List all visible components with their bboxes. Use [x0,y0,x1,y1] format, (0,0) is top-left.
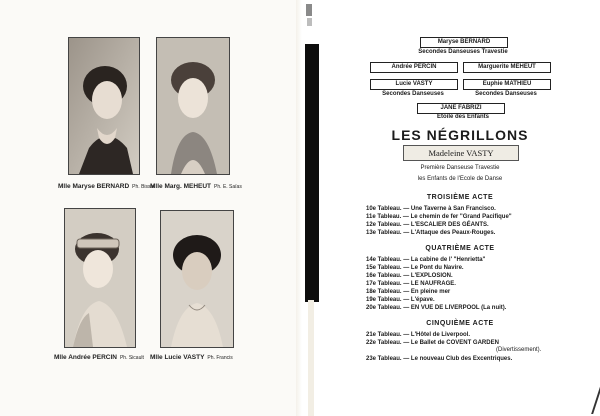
caption-name: Mlle Andrée PERCIN [54,354,117,361]
act-heading-4: QUATRIÈME ACTE [425,245,495,252]
scene-item: 18e Tableau. — En pleine mer [366,289,451,295]
act-heading-3: TROISIÈME ACTE [426,194,494,201]
cast-box-3a: Lucie VASTY [370,79,458,90]
portrait-4-image [161,211,233,347]
cast-box-2b: Marguerite MEHEUT [463,62,551,73]
scene-item: 10e Tableau. — Une Taverne à San Francisco. [366,206,496,212]
portrait-photo-1 [68,37,140,175]
cast-box-2a: Andrée PERCIN [370,62,458,73]
scene-item: 22e Tableau. — Le Ballet de COVENT GARDEN [366,340,499,346]
lead-subtitle: les Enfants de l'Ecole de Danse [417,176,503,182]
scene-item: 16e Tableau. — L'EXPLOSION. [366,273,453,279]
cast-box-3b: Euphie MATHIEU [463,79,551,90]
role-label-3b: Secondes Danseuses [475,91,537,97]
scene-item: 12e Tableau. — L'ESCALIER DES GÉANTS. [366,222,489,228]
right-page [300,0,600,416]
scene-item: 14e Tableau. — La cabine de l' "Henrietta" [366,257,486,263]
ballet-title: LES NÉGRILLONS [391,127,529,143]
caption-name: Mlle Lucie VASTY [150,354,205,361]
act-heading-5: CINQUIÈME ACTE [426,320,494,327]
caption-photo-3 [54,354,144,361]
caption-photo-2 [150,183,242,190]
caption-credit: Ph. Francis [207,355,233,361]
caption-photo-1 [58,183,154,190]
scene-item: 20e Tableau. — EN VUE DE LIVERPOOL (La nuit). [366,305,507,311]
portrait-photo-2 [156,37,230,175]
role-label-3a: Secondes Danseuses [382,91,444,97]
caption-name: Mlle Marg. MEHEUT [150,183,212,190]
scene-item: 23e Tableau. — Le nouveau Club des Excentriques. [366,356,513,362]
lead-role: Première Danseuse Travestie [420,165,500,171]
caption-credit: Ph. E. Saïas [214,184,242,190]
scene-item: 17e Tableau. — LE NAUFRAGE. [366,281,456,287]
portrait-photo-4 [160,210,234,348]
lead-name-box: Madeleine VASTY [403,145,519,161]
caption-credit: Ph. Sicault [119,355,144,361]
scene-item: 11e Tableau. — Le chemin de fer "Grand Pacifique" [366,214,512,220]
cast-box-1: Maryse BERNARD [420,37,508,48]
portrait-3-image [65,209,135,347]
cast-box-4: JANE FABRIZI [417,103,505,114]
portrait-photo-3 [64,208,136,348]
scene-item: 13e Tableau. — L'Attaque des Peaux-Rouges. [366,230,496,236]
portrait-1-image [69,38,139,174]
scene-item: 21e Tableau. — L'Hôtel de Liverpool. [366,332,471,338]
caption-name: Mlle Maryse BERNARD [58,183,130,190]
caption-credit: Ph. Bissel [132,184,155,190]
portrait-2-image [157,38,229,174]
role-label-4: Etoile des Enfants [436,114,489,120]
scene-item: 15e Tableau. — Le Pont du Navire. [366,265,464,271]
role-label-1: Secondes Danseuses Travestie [418,49,508,55]
scene-note: (Divertissement). [496,347,542,353]
scene-item: 19e Tableau. — L'épave. [366,297,435,303]
caption-photo-4 [150,354,233,361]
